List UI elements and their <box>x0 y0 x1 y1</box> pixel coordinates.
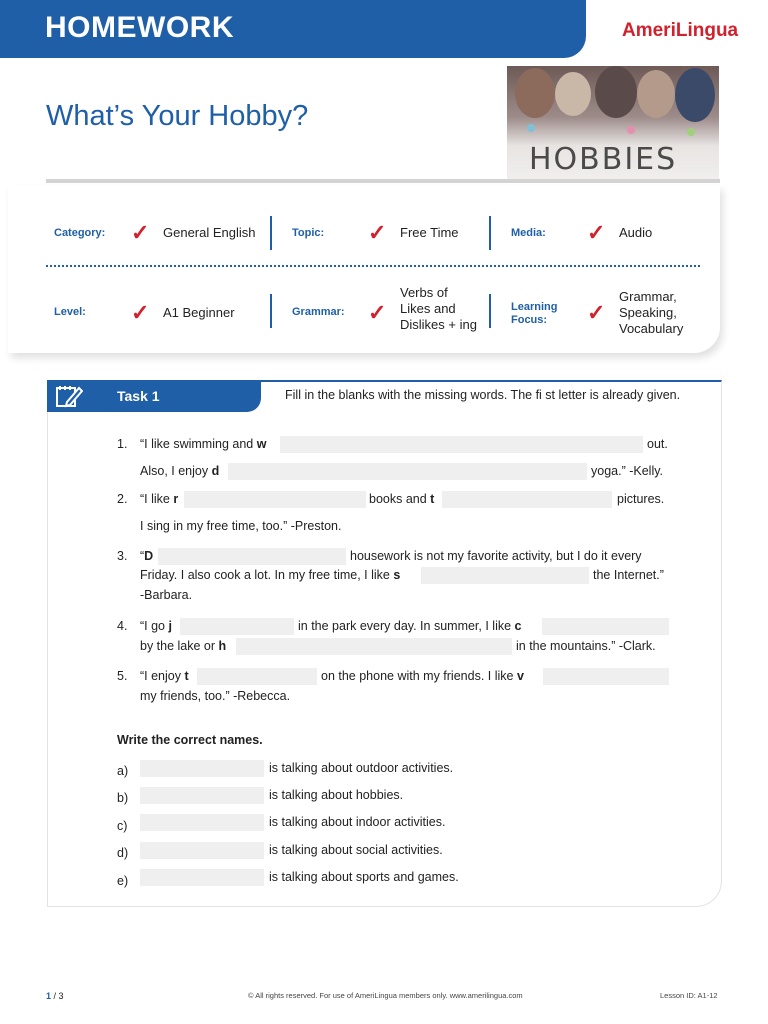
topic-value: Free Time <box>400 225 459 240</box>
given-letter: c <box>514 619 522 633</box>
name-sentence: is talking about hobbies. <box>269 788 404 802</box>
option-letter: c) <box>117 819 128 833</box>
item-text-part: “I like swimming and <box>140 437 257 451</box>
option-letter: b) <box>117 791 129 805</box>
item-text <box>140 437 266 451</box>
learning-focus-value <box>619 289 683 337</box>
edit-icon <box>55 384 83 408</box>
item-text <box>140 619 172 633</box>
lesson-id: Lesson ID: A1-12 <box>660 991 718 1000</box>
item-number: 3. <box>117 549 128 563</box>
check-icon: ✓ <box>131 220 150 245</box>
given-letter: s <box>393 568 401 582</box>
option-letter: e) <box>117 874 129 888</box>
blank-field[interactable] <box>542 618 669 635</box>
item-text: out. <box>647 437 668 451</box>
item-text-part: in the park every day. In summer, I like <box>298 619 515 633</box>
item-text: housework is not my favorite activity, but I do it every <box>350 549 642 563</box>
page-total: 3 <box>58 991 64 1001</box>
item-number: 2. <box>117 492 128 506</box>
focus-value-line: Grammar, <box>619 289 677 304</box>
divider <box>489 216 491 250</box>
name-blank[interactable] <box>140 760 264 777</box>
topic-label: Topic: <box>292 227 325 239</box>
item-text-part: Friday. I also cook a lot. In my free time, I like <box>140 568 394 582</box>
focus-label-line: Learning <box>511 301 558 313</box>
check-icon: ✓ <box>368 220 387 245</box>
name-sentence: is talking about social activities. <box>269 843 443 857</box>
focus-value-line: Vocabulary <box>619 321 684 336</box>
level-value: A1 Beginner <box>163 305 235 320</box>
copyright-text: © All rights reserved. For use of AmeriLingua members only. www.amerilingua.com <box>248 991 523 1000</box>
given-letter: d <box>211 464 220 478</box>
item-text: -Barbara. <box>140 588 193 602</box>
name-sentence: is talking about outdoor activities. <box>269 761 454 775</box>
divider <box>270 216 272 250</box>
item-text: yoga.” -Kelly. <box>591 464 664 478</box>
focus-value-line: Speaking, <box>619 305 677 320</box>
grammar-value-line: Verbs of <box>400 285 448 300</box>
blank-field[interactable] <box>180 618 294 635</box>
item-number: 4. <box>117 619 128 633</box>
divider <box>489 294 491 328</box>
option-letter: d) <box>117 846 129 860</box>
grammar-value <box>400 285 477 333</box>
grammar-value-line: Likes and <box>400 301 456 316</box>
given-letter: r <box>173 492 179 506</box>
given-letter: t <box>184 669 189 683</box>
check-icon: ✓ <box>131 300 150 325</box>
dotted-separator <box>46 265 700 267</box>
category-label: Category: <box>54 227 106 239</box>
brand-logo: AmeriLingua <box>622 20 739 41</box>
name-blank[interactable] <box>140 869 264 886</box>
hobbies-caption: HOBBIES <box>529 142 678 177</box>
media-label: Media: <box>511 227 546 239</box>
blank-field[interactable] <box>184 491 366 508</box>
item-number: 5. <box>117 669 128 683</box>
item-text-part: Also, I enjoy <box>140 464 212 478</box>
item-text-part: “I go <box>140 619 169 633</box>
lesson-info-card <box>8 185 720 353</box>
item-number: 1. <box>117 437 128 451</box>
page-separator: / <box>51 991 59 1001</box>
name-blank[interactable] <box>140 814 264 831</box>
name-blank[interactable] <box>140 842 264 859</box>
lesson-title: What’s Your Hobby? <box>46 100 309 132</box>
option-letter: a) <box>117 764 129 778</box>
check-icon: ✓ <box>368 300 387 325</box>
item-text <box>140 639 226 653</box>
blank-field[interactable] <box>197 668 317 685</box>
given-letter: v <box>516 669 524 683</box>
item-text: pictures. <box>617 492 665 506</box>
given-letter: D <box>144 549 154 563</box>
blank-field[interactable] <box>228 463 587 480</box>
blank-field[interactable] <box>236 638 512 655</box>
item-text <box>140 492 178 506</box>
hobbies-photo <box>507 66 719 180</box>
page-current: 1 <box>46 991 52 1001</box>
item-text: the Internet.” <box>593 568 664 582</box>
item-text <box>140 568 400 582</box>
page-indicator <box>46 991 64 1001</box>
item-text: my friends, too.” -Rebecca. <box>140 689 291 703</box>
given-letter: t <box>430 492 435 506</box>
grammar-value-line: Dislikes + ing <box>400 317 477 332</box>
header-title: HOMEWORK <box>45 11 234 44</box>
item-text: in the mountains.” -Clark. <box>516 639 656 653</box>
item-text-part: “ <box>140 549 145 563</box>
item-text-part: “I enjoy <box>140 669 185 683</box>
item-text <box>321 669 524 683</box>
task-instruction: Fill in the blanks with the missing words. The fi st letter is already given. <box>285 388 681 402</box>
item-text <box>140 549 153 563</box>
focus-label-line: Focus: <box>511 314 548 326</box>
blank-field[interactable] <box>421 567 589 584</box>
grammar-label: Grammar: <box>292 306 345 318</box>
category-value: General English <box>163 225 256 240</box>
item-text-part: books and <box>369 492 431 506</box>
divider <box>270 294 272 328</box>
item-text-part: on the phone with my friends. I like <box>321 669 517 683</box>
blank-field[interactable] <box>543 668 669 685</box>
given-letter: j <box>168 619 172 633</box>
name-blank[interactable] <box>140 787 264 804</box>
task-label: Task 1 <box>117 388 160 404</box>
blank-field[interactable] <box>442 491 612 508</box>
names-section-title: Write the correct names. <box>117 733 263 747</box>
item-text <box>369 492 434 506</box>
item-text-part: by the lake or <box>140 639 219 653</box>
item-text <box>298 619 521 633</box>
title-rule <box>46 179 720 183</box>
check-icon: ✓ <box>587 300 606 325</box>
item-text <box>140 669 189 683</box>
name-sentence: is talking about sports and games. <box>269 870 459 884</box>
blank-field[interactable] <box>158 548 346 565</box>
given-letter: w <box>256 437 267 451</box>
media-value: Audio <box>619 225 653 240</box>
item-text-part: “I like <box>140 492 174 506</box>
level-label: Level: <box>54 306 86 318</box>
item-text: I sing in my free time, too.” -Preston. <box>140 519 342 533</box>
blank-field[interactable] <box>280 436 643 453</box>
learning-focus-label <box>511 301 557 327</box>
name-sentence: is talking about indoor activities. <box>269 815 446 829</box>
given-letter: h <box>218 639 227 653</box>
check-icon: ✓ <box>587 220 606 245</box>
item-text <box>140 464 219 478</box>
